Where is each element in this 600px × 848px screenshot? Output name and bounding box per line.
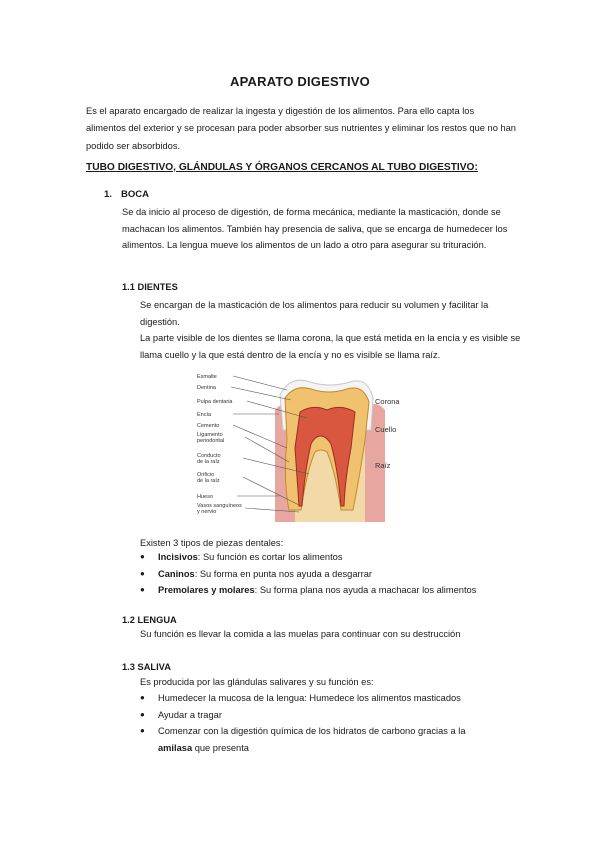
label-ligamento-1: Ligamento: [197, 432, 223, 438]
label-cemento: Cemento: [197, 423, 220, 429]
label-encia: Encía: [197, 412, 212, 418]
bullet-dot: ●: [140, 693, 145, 702]
heading-saliva: 1.3 SALIVA: [122, 662, 171, 672]
list-item: [140, 707, 520, 724]
saliva-functions-list: [140, 690, 520, 756]
bullet-dot: ●: [140, 552, 145, 561]
label-ligamento-2: periodontal: [197, 438, 225, 444]
list-item: [140, 582, 520, 599]
dientes-paragraph-2: La parte visible de los dientes se llama corona, la que está metida en la encía y es visible se llama cuello y la que está dentro de la encía y no es visible se llama raíz.: [140, 333, 521, 360]
page-title: APARATO DIGESTIVO: [230, 74, 370, 89]
tooth-diagram: [195, 370, 405, 522]
section-heading: TUBO DIGESTIVO, GLÁNDULAS Y ÓRGANOS CERCANOS AL TUBO DIGESTIVO:: [86, 162, 478, 173]
bullet-dot: ●: [140, 726, 145, 735]
intro-paragraph: Es el aparato encargado de realizar la ingesta y digestión de los alimentos. Para ello capta los alimentos del exterior y se procesan para poder absorber sus nutrientes y eliminar los restos que no han podido ser absorbidos.: [86, 106, 516, 151]
tooth-type-desc: : Su función es cortar los alimentos: [197, 552, 343, 562]
leader-esmalte: [233, 376, 287, 390]
tooth-diagram-svg: [195, 370, 405, 522]
tooth-type-name: Premolares y molares: [158, 585, 255, 595]
saliva-function: Humedecer la mucosa de la lengua: Humedece los alimentos masticados: [158, 693, 461, 703]
heading-boca: [104, 189, 149, 200]
heading-boca-label: BOCA: [121, 189, 149, 200]
list-item: [140, 723, 520, 756]
saliva-function: Ayudar a tragar: [158, 709, 222, 720]
label-cuello: Cuello: [375, 425, 397, 434]
saliva-function-suffix: que presenta: [192, 742, 249, 753]
label-corona: Corona: [375, 397, 400, 406]
label-orificio-1: Orificio: [197, 472, 215, 478]
lengua-paragraph: Su función es llevar la comida a las muelas para continuar con su destrucción: [140, 629, 461, 639]
list-item: [140, 690, 520, 707]
saliva-paragraph: Es producida por las glándulas salivares y su función es:: [140, 677, 374, 687]
label-conducto-2: de la raíz: [197, 459, 220, 465]
bullet-dot: ●: [140, 585, 145, 594]
label-esmalte: Esmalte: [197, 374, 217, 380]
list-item: [140, 566, 520, 583]
label-vasos-1: Vasos sanguíneos: [197, 503, 242, 509]
bullet-dot: ●: [140, 709, 145, 719]
saliva-function-prefix: Comenzar con la digestión química de los hidratos de carbono gracias a la: [158, 726, 466, 736]
amilasa-term: amilasa: [158, 742, 193, 753]
label-pulpa: Pulpa dentaria: [197, 399, 233, 405]
bullet-dot: ●: [140, 568, 145, 578]
figure-left-labels: [197, 374, 242, 515]
dientes-paragraph-1: Se encargan de la masticación de los alimentos para reducir su volumen y facilitar la digestión.: [140, 300, 489, 327]
label-orificio-2: de la raíz: [197, 478, 220, 484]
tooth-types-list: [140, 549, 520, 599]
list-item: [140, 549, 520, 566]
tooth-type-name: Caninos: [158, 568, 195, 579]
label-hueso: Hueso: [197, 494, 213, 500]
boca-paragraph: Se da inicio al proceso de digestión, de forma mecánica, mediante la masticación, donde se machacan los alimentos. También hay presencia de saliva, que se encarga de humedecer los alimentos. La lengua mueve los alimentos de un lado a otro para asegurar su trituración.: [122, 207, 508, 250]
label-raiz: Raíz: [375, 461, 391, 470]
tooth-type-desc: : Su forma en punta nos ayuda a desgarrar: [194, 568, 372, 579]
heading-dientes: 1.1 DIENTES: [122, 282, 178, 292]
dientes-paragraphs: [140, 297, 525, 363]
label-dentina: Dentina: [197, 385, 216, 391]
tooth-type-desc: : Su forma plana nos ayuda a machacar los alimentos: [254, 585, 477, 595]
tooth-type-name: Incisivos: [158, 552, 198, 562]
heading-number: 1.: [104, 189, 112, 200]
tooth-types-intro: Existen 3 tipos de piezas dentales:: [140, 538, 284, 548]
label-conducto-1: Conducto: [197, 453, 221, 459]
label-vasos-2: y nervio: [197, 509, 217, 515]
heading-lengua: 1.2 LENGUA: [122, 615, 177, 625]
